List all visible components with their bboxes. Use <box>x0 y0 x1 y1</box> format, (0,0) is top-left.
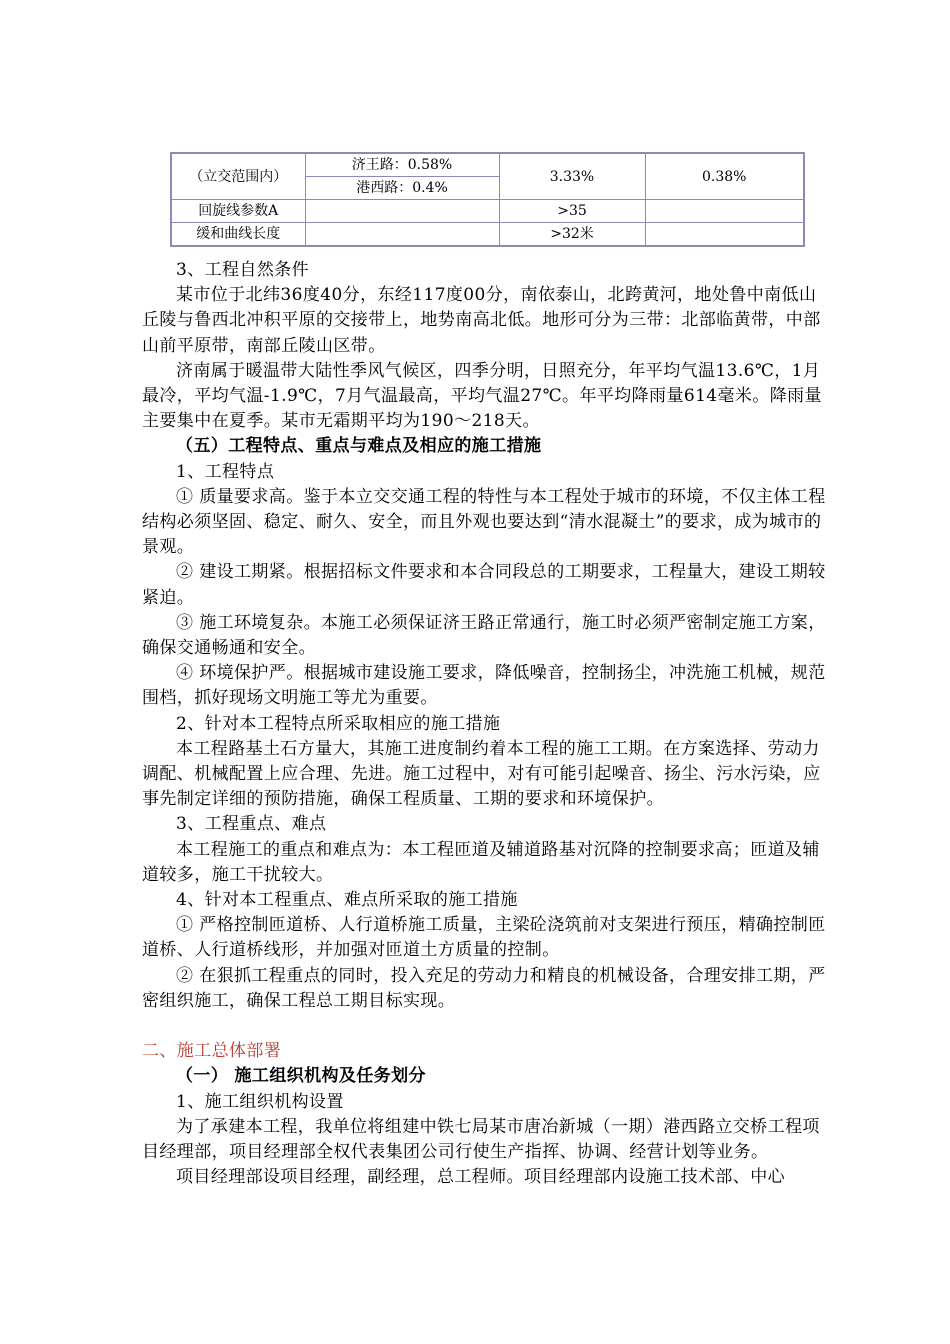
table-cell: 缓和曲线长度 <box>171 223 305 247</box>
table-row <box>171 153 804 177</box>
subheading: 4、针对本工程重点、难点所采取的施工措施 <box>176 890 518 911</box>
paragraph: ① 质量要求高。鉴于本立交交通工程的特性与本工程处于城市的环境，不仅主体工程结构必须坚固、稳定、耐久、安全，而且外观也要达到“清水混凝土”的要求，成为城市的景观。 <box>142 486 826 558</box>
section-heading: （一） 施工组织机构及任务划分 <box>176 1066 426 1087</box>
table-cell <box>645 223 804 247</box>
table-cell <box>305 223 499 247</box>
subheading: 2、针对本工程特点所采取相应的施工措施 <box>176 713 501 734</box>
paragraph: ② 在狠抓工程重点的同时，投入充足的劳动力和精良的机械设备，合理安排工期，严密组织施工，确保工程总工期目标实现。 <box>142 965 826 1011</box>
paragraph: 本工程路基土石方量大，其施工进度制约着本工程的施工工期。在方案选择、劳动力调配、机械配置上应合理、先进。施工过程中，对有可能引起噪音、扬尘、污水污染，应事先制定详细的预防措施，确保工程质量、工期的要求和环境保护。 <box>142 738 821 810</box>
spacer <box>142 1014 832 1039</box>
table-cell: 回旋线参数A <box>171 200 305 223</box>
table-row <box>171 200 804 223</box>
paragraph: ② 建设工期紧。根据招标文件要求和本合同段总的工期要求，工程量大，建设工期较紧迫。 <box>142 562 826 608</box>
spec-table <box>170 152 805 247</box>
subheading: 3、工程重点、难点 <box>176 814 327 835</box>
table-cell: 港西路：0.4% <box>305 177 499 200</box>
table-cell: 3.33% <box>499 153 645 200</box>
table-cell: >32米 <box>499 223 645 247</box>
subheading: 1、施工组织机构设置 <box>176 1091 344 1112</box>
paragraph: 本工程施工的重点和难点为：本工程匝道及辅道路基对沉降的控制要求高；匝道及辅道较多，施工干扰较大。 <box>142 839 820 885</box>
table-cell: >35 <box>499 200 645 223</box>
subheading: 3、工程自然条件 <box>176 260 310 280</box>
paragraph: ① 严格控制匝道桥、人行道桥施工质量，主梁砼浇筑前对支架进行预压，精确控制匝道桥、人行道桥线形，并加强对匝道土方质量的控制。 <box>142 915 826 961</box>
paragraph: 济南属于暖温带大陆性季风气候区，四季分明，日照充分，年平均气温13.6℃，1月最冷，平均气温-1.9℃，7月气温最高，平均气温27℃。年平均降雨量614毫米。降雨量主要集中在夏季。某市无霜期平均为190～218天。 <box>142 360 822 432</box>
table-cell <box>645 200 804 223</box>
table-cell: 0.38% <box>645 153 804 200</box>
table-cell: 济王路：0.58% <box>305 153 499 177</box>
section-heading: （五）工程特点、重点与难点及相应的施工措施 <box>176 436 542 457</box>
paragraph: 某市位于北纬36度40分，东经117度00分，南依泰山，北跨黄河，地处鲁中南低山丘陵与鲁西北冲积平原的交接带上，地势南高北低。地形可分为三带：北部临黄带，中部山前平原带，南部丘陵山区带。 <box>142 285 821 356</box>
body-text <box>142 258 832 1190</box>
paragraph: ④ 环境保护严。根据城市建设施工要求，降低噪音，控制扬尘，冲洗施工机械，规范围档，抓好现场文明施工等尤为重要。 <box>142 663 826 709</box>
paragraph: 为了承建本工程，我单位将组建中铁七局某市唐冶新城（一期）港西路立交桥工程项目经理部，项目经理部全权代表集团公司行使生产指挥、协调、经营计划等业务。 <box>142 1116 820 1162</box>
paragraph: 项目经理部设项目经理，副经理，总工程师。项目经理部内设施工技术部、中心 <box>176 1167 785 1188</box>
table-cell <box>305 200 499 223</box>
table-cell: （立交范围内） <box>171 153 305 200</box>
table-row <box>171 223 804 247</box>
paragraph: ③ 施工环境复杂。本施工必须保证济王路正常通行，施工时必须严密制定施工方案，确保交通畅通和安全。 <box>142 612 826 659</box>
subheading: 1、工程特点 <box>176 461 275 482</box>
chapter-heading: 二、施工总体部署 <box>142 1041 282 1062</box>
